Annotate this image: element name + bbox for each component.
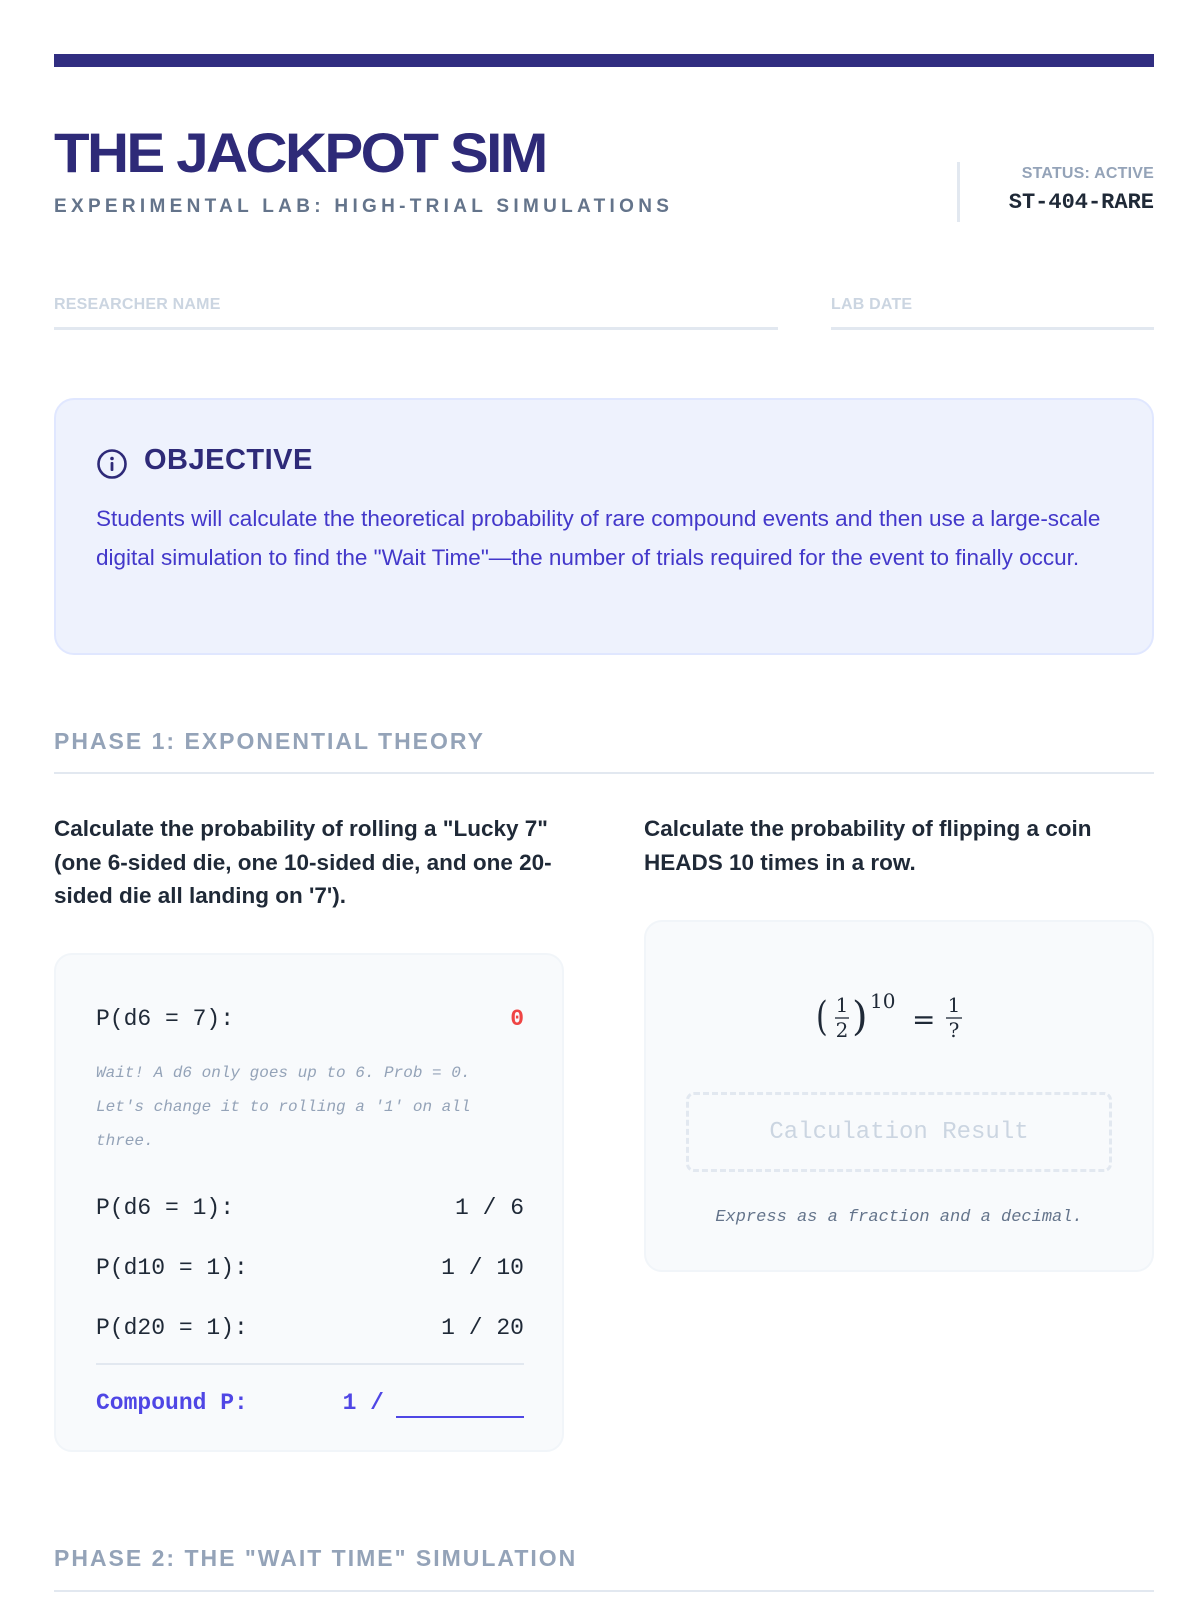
probability-label: P(d10 = 1):: [96, 1255, 248, 1281]
objective-text: Students will calculate the theoretical probability of rare compound events and then use a large-scale digital simulation to find the "Wait Time"—the number of trials required for the event to finally occur.: [96, 506, 1101, 570]
researcher-name-field[interactable]: [54, 296, 778, 330]
calculation-result-input[interactable]: Calculation Result: [686, 1092, 1112, 1172]
probability-label: P(d6 = 1):: [96, 1195, 235, 1221]
lucky-seven-work-card: [54, 953, 564, 1452]
compound-value: 1 /: [342, 1390, 384, 1416]
researcher-name-label: RESEARCHER NAME: [54, 296, 221, 313]
objective-box: [54, 398, 1154, 655]
formula-base-numerator: 1: [835, 993, 849, 1017]
compound-answer-blank[interactable]: [396, 1392, 524, 1418]
phase-2-title: PHASE 2: THE "WAIT TIME" SIMULATION: [54, 1545, 578, 1571]
info-icon: [96, 448, 128, 480]
correction-note: Wait! A d6 only goes up to 6. Prob = 0. Let's change it to rolling a '1' on all three.: [96, 1064, 471, 1150]
status-divider: [957, 162, 960, 222]
svg-text:=: =: [912, 1003, 936, 1036]
probability-value: 1 / 20: [441, 1315, 524, 1341]
page-title: THE JACKPOT SIM: [54, 121, 546, 184]
probability-label: P(d6 = 7):: [96, 1006, 235, 1032]
answer-hint: Express as a fraction and a decimal.: [715, 1208, 1083, 1227]
coin-flip-formula: [816, 984, 986, 1044]
probability-row: [96, 1006, 524, 1032]
phase-2-divider: [54, 1590, 1154, 1592]
lab-date-field[interactable]: [831, 296, 1154, 330]
status-label: STATUS: ACTIVE: [1021, 165, 1154, 182]
svg-text:(: (: [816, 993, 828, 1041]
phase-1-divider: [54, 772, 1154, 774]
coin-flip-work-card: [644, 920, 1154, 1272]
question-coin-flip: Calculate the probability of flipping a coin HEADS 10 times in a row.: [644, 816, 1092, 875]
formula-base-denominator: 2: [835, 1018, 849, 1042]
objective-title: OBJECTIVE: [144, 444, 313, 476]
formula-result-numerator: 1: [947, 993, 961, 1017]
probability-value: 0: [510, 1006, 524, 1032]
formula-exponent: 10: [870, 989, 896, 1013]
card-divider: [96, 1363, 524, 1365]
formula-paren: ): [852, 994, 868, 1040]
question-lucky-seven: Calculate the probability of rolling a "Lucky 7" (one 6-sided die, one 10-sided die, and one 20-sided die all landing on '7').: [54, 816, 552, 908]
probability-row: [96, 1315, 524, 1341]
lab-date-label: LAB DATE: [831, 296, 913, 313]
compound-label: Compound P:: [96, 1390, 248, 1416]
probability-row: [96, 1255, 524, 1281]
status-code: ST-404-RARE: [1008, 190, 1154, 215]
formula-result-denominator: ?: [948, 1018, 960, 1042]
probability-value: 1 / 10: [441, 1255, 524, 1281]
page-subtitle: EXPERIMENTAL LAB: HIGH-TRIAL SIMULATIONS: [54, 196, 674, 217]
probability-row: [96, 1195, 524, 1221]
probability-label: P(d20 = 1):: [96, 1315, 248, 1341]
compound-probability-row: [96, 1390, 524, 1416]
probability-value: 1 / 6: [454, 1195, 524, 1221]
phase-1-title: PHASE 1: EXPONENTIAL THEORY: [54, 728, 486, 754]
header-accent-bar: [54, 54, 1154, 67]
